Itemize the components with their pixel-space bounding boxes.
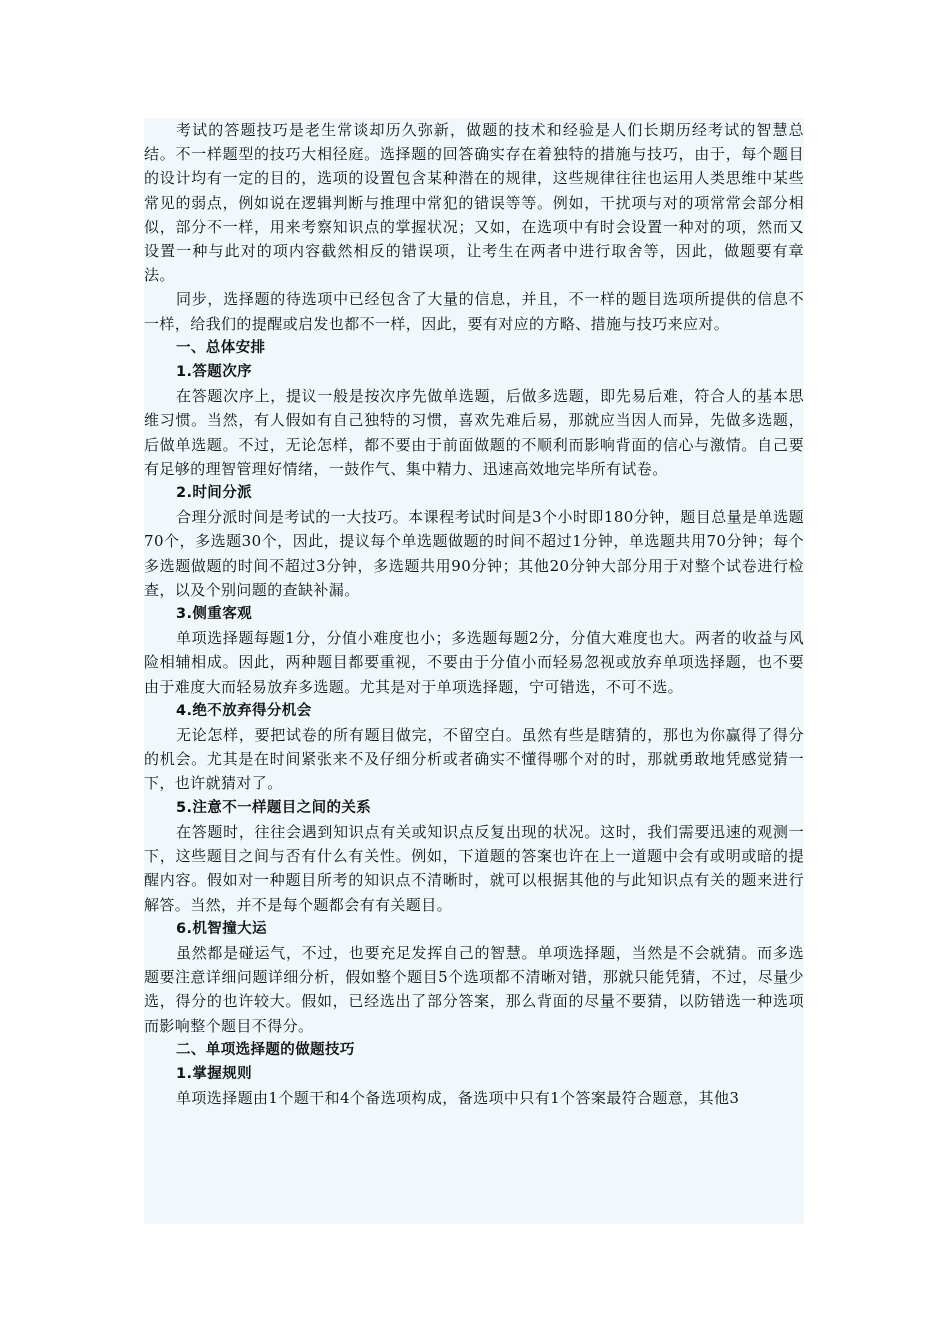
paragraph: 虽然都是碰运气，不过，也要充足发挥自己的智慧。单项选择题，当然是不会就猜。而多选题要注意详细问题详细分析，假如整个题目5个选项都不清晰对错，那就只能凭猜，不过，尽量少选，得分的也许较大。假如，已经选出了部分答案，那么背面的尽量不要猜，以防错选一种选项而影响整个题目不得分。 [144,943,804,1035]
subsection-heading: 1.掌握规则 [176,1065,252,1082]
section-heading: 二、单项选择题的做题技巧 [176,1041,355,1058]
paragraph: 同步，选择题的待选项中已经包含了大量的信息，并且，不一样的题目选项所提供的信息不一样，给我们的提醒或启发也都不一样，因此，要有对应的方略、措施与技巧来应对。 [144,290,804,333]
paragraph: 无论怎样，要把试卷的所有题目做完，不留空白。虽然有些是瞎猜的，那也为你赢得了得分的机会。尤其是在时间紧张来不及仔细分析或者确实不懂得哪个对的时，那就勇敢地凭感觉猜一下，也许就猜对了。 [144,726,804,793]
subsection-heading: 3.侧重客观 [176,606,252,623]
paragraph: 合理分派时间是考试的一大技巧。本课程考试时间是3个小时即180分钟，题目总量是单选题70个，多选题30个，因此，提议每个单选题做题的时间不超过1分钟，单选题共用70分钟；每个多选题做题的时间不超过3分钟，多选题共用90分钟；其他20分钟大部分用于对整个试卷进行检查，以及个别问题的查缺补漏。 [144,508,804,599]
section-heading: 一、总体安排 [176,339,266,356]
document-body [144,118,804,1224]
subsection-heading: 1.答题次序 [176,364,252,381]
paragraph: 考试的答题技巧是老生常谈却历久弥新，做题的技术和经验是人们长期历经考试的智慧总结。不一样题型的技巧大相径庭。选择题的回答确实存在着独特的措施与技巧，由于，每个题目的设计均有一定的目的，选项的设置包含某种潜在的规律，这些规律往往也运用人类思维中某些常见的弱点，例如说在逻辑判断与推理中常犯的错误等等。例如，干扰项与对的项常常会部分相似，部分不一样，用来考察知识点的掌握状况；又如，在选项中有时会设置一种对的项，然而又设置一种与此对的项内容截然相反的错误项，让考生在两者中进行取舍等，因此，做题要有章法。 [144,121,804,285]
paragraph: 在答题时，往往会遇到知识点有关或知识点反复出现的状况。这时，我们需要迅速的观测一下，这些题目之间与否有什么有关性。例如，下道题的答案也许在上一道题中会有或明或暗的提醒内容。假如对一种题目所考的知识点不清晰时，就可以根据其他的与此知识点有关的题来进行解答。当然，并不是每个题都会有有关题目。 [144,822,804,914]
subsection-heading: 4.绝不放弃得分机会 [176,702,312,719]
paragraph: 单项选择题每题1分，分值小难度也小；多选题每题2分，分值大难度也大。两者的收益与风险相辅相成。因此，两种题目都要重视，不要由于分值小而轻易忽视或放弃单项选择题，也不要由于难度大而轻易放弃多选题。尤其是对于单项选择题，宁可错选，不可不选。 [144,629,804,696]
subsection-heading: 6.机智撞大运 [176,920,267,937]
paragraph: 单项选择题由1个题干和4个备选项构成，备选项中只有1个答案最符合题意，其他3 [176,1089,740,1108]
subsection-heading: 2.时间分派 [176,485,252,502]
subsection-heading: 5.注意不一样题目之间的关系 [176,799,372,816]
paragraph: 在答题次序上，提议一般是按次序先做单选题，后做多选题，即先易后难，符合人的基本思维习惯。当然，有人假如有自己独特的习惯，喜欢先难后易，那就应当因人而异，先做多选题，后做单选题。不过，无论怎样，都不要由于前面做题的不顺利而影响背面的信心与激情。自己要有足够的理智管理好情绪，一鼓作气、集中精力、迅速高效地完毕所有试卷。 [144,387,804,478]
